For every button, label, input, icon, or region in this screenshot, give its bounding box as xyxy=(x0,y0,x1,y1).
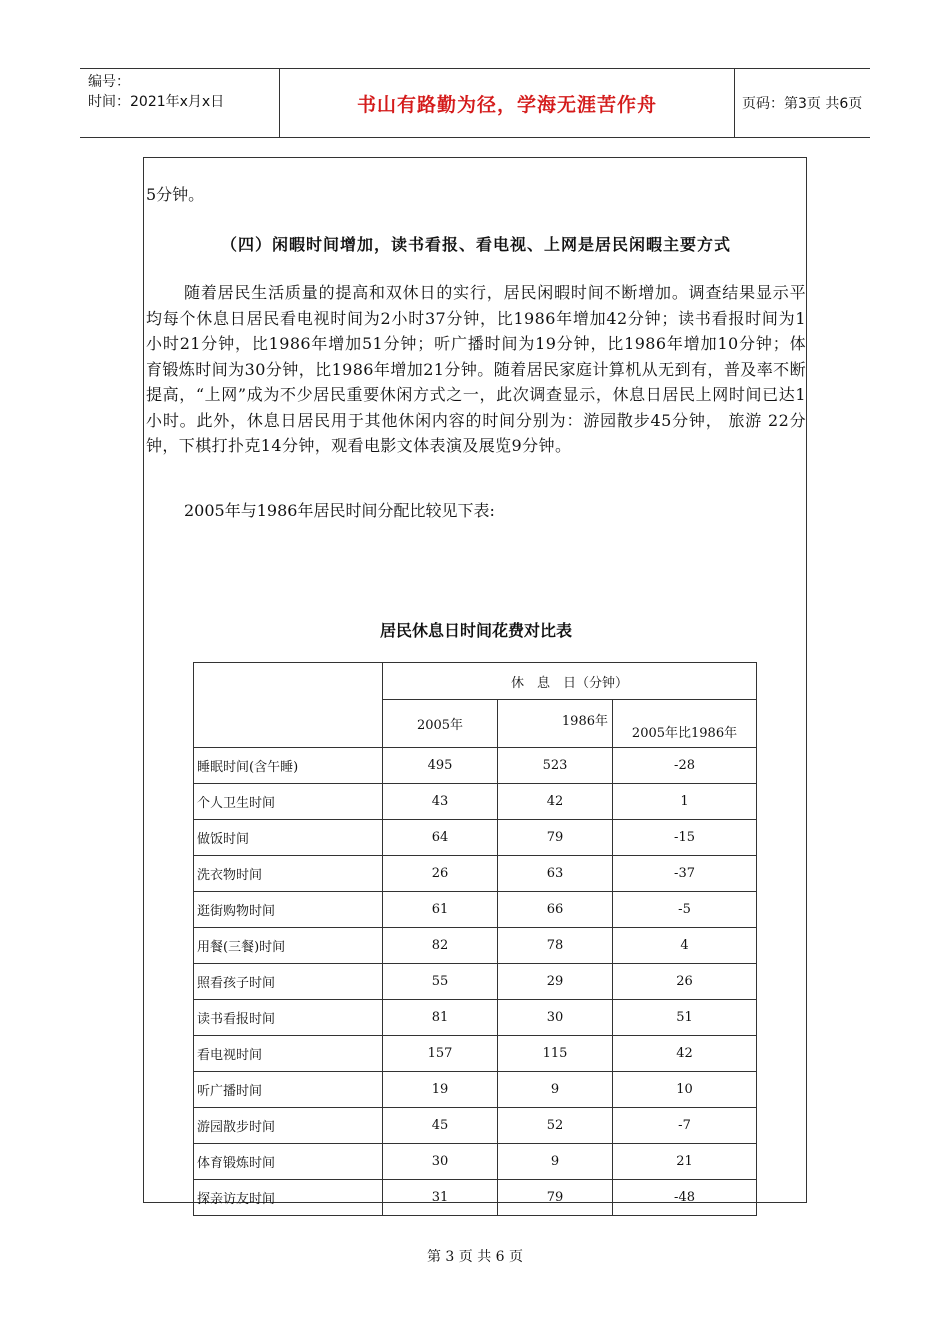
value-1986-cell: 523 xyxy=(498,748,613,784)
value-2005-cell: 81 xyxy=(383,1000,498,1036)
table-row xyxy=(194,964,757,1000)
value-2005-cell: 26 xyxy=(383,856,498,892)
difference-cell: 10 xyxy=(613,1072,757,1108)
difference-cell: 26 xyxy=(613,964,757,1000)
document-number-label: 编号： xyxy=(88,74,130,90)
difference-cell: 21 xyxy=(613,1144,757,1180)
continuation-text: 5分钟。 xyxy=(146,185,205,204)
table-row xyxy=(194,892,757,928)
table-title: 居民休息日时间花费对比表 xyxy=(379,621,572,640)
row-label-cell: 体育锻炼时间 xyxy=(194,1144,383,1180)
row-label-cell: 听广播时间 xyxy=(194,1072,383,1108)
value-1986-cell: 79 xyxy=(498,820,613,856)
header-motto: 书山有路勤为径，学海无涯苦作舟 xyxy=(280,69,735,137)
value-2005-cell: 30 xyxy=(383,1144,498,1180)
table-row xyxy=(194,928,757,964)
row-label-cell: 游园散步时间 xyxy=(194,1108,383,1144)
table-intro-text: 2005年与1986年居民时间分配比较见下表: xyxy=(184,501,495,520)
table-row xyxy=(194,1144,757,1180)
value-1986-cell: 66 xyxy=(498,892,613,928)
value-2005-cell: 45 xyxy=(383,1108,498,1144)
col-header-2005: 2005年 xyxy=(383,700,498,748)
value-2005-cell: 61 xyxy=(383,892,498,928)
row-label-cell: 照看孩子时间 xyxy=(194,964,383,1000)
row-label-cell: 读书看报时间 xyxy=(194,1000,383,1036)
value-2005-cell: 19 xyxy=(383,1072,498,1108)
table-row xyxy=(194,1000,757,1036)
table-row xyxy=(194,856,757,892)
table-row xyxy=(194,784,757,820)
row-label-cell: 逛街购物时间 xyxy=(194,892,383,928)
difference-cell: 4 xyxy=(613,928,757,964)
table-row xyxy=(194,820,757,856)
table-row xyxy=(194,1108,757,1144)
difference-cell: -48 xyxy=(613,1180,757,1216)
value-2005-cell: 43 xyxy=(383,784,498,820)
section-heading: （四）闲暇时间增加，读书看报、看电视、上网是居民闲暇主要方式 xyxy=(220,235,731,254)
page-header xyxy=(80,68,870,138)
value-1986-cell: 63 xyxy=(498,856,613,892)
value-1986-cell: 30 xyxy=(498,1000,613,1036)
table-row xyxy=(194,748,757,784)
difference-cell: -37 xyxy=(613,856,757,892)
group-header-cell: 休 息 日（分钟） xyxy=(383,663,757,700)
value-1986-cell: 115 xyxy=(498,1036,613,1072)
header-blank-cell xyxy=(194,663,383,748)
difference-cell: -15 xyxy=(613,820,757,856)
value-1986-cell: 78 xyxy=(498,928,613,964)
value-2005-cell: 55 xyxy=(383,964,498,1000)
value-2005-cell: 64 xyxy=(383,820,498,856)
value-1986-cell: 79 xyxy=(498,1180,613,1216)
value-1986-cell: 42 xyxy=(498,784,613,820)
value-2005-cell: 82 xyxy=(383,928,498,964)
row-label-cell: 个人卫生时间 xyxy=(194,784,383,820)
value-1986-cell: 29 xyxy=(498,964,613,1000)
difference-cell: 42 xyxy=(613,1036,757,1072)
page-footer: 第 3 页 共 6 页 xyxy=(426,1249,524,1265)
value-1986-cell: 52 xyxy=(498,1108,613,1144)
row-label-cell: 用餐(三餐)时间 xyxy=(194,928,383,964)
body-paragraph: 随着居民生活质量的提高和双休日的实行，居民闲暇时间不断增加。调查结果显示平均每个休息日居民看电视时间为2小时37分钟，比1986年增加42分钟；读书看报时间为1小时21分钟，比1986年增加51分钟；听广播时间为19分钟，比1986年增加10分钟；体育锻炼时间为30分钟，比1986年增加21分钟。随着居民家庭计算机从无到有，普及率不断提高，“上网”成为不少居民重要休闲方式之一，此次调查显示，休息日居民上网时间已达1小时。此外，休息日居民用于其他休闲内容的时间分别为：游园散步45分钟， 旅游 22分钟，下棋打扑克14分钟，观看电影文体表演及展览9分钟。 xyxy=(146,283,806,455)
value-2005-cell: 31 xyxy=(383,1180,498,1216)
value-2005-cell: 495 xyxy=(383,748,498,784)
comparison-table xyxy=(193,662,757,1216)
row-label-cell: 洗衣物时间 xyxy=(194,856,383,892)
difference-cell: -5 xyxy=(613,892,757,928)
header-page-info: 页码：第3页 共6页 xyxy=(742,96,863,112)
table-row xyxy=(194,1072,757,1108)
value-2005-cell: 157 xyxy=(383,1036,498,1072)
value-1986-cell: 9 xyxy=(498,1144,613,1180)
row-label-cell: 睡眠时间(含午睡) xyxy=(194,748,383,784)
document-date-label: 时间：2021年x月x日 xyxy=(88,94,225,110)
difference-cell: 1 xyxy=(613,784,757,820)
col-header-1986: 1986年 xyxy=(498,700,613,748)
col-header-diff: 2005年比1986年 xyxy=(613,700,757,748)
row-label-cell: 看电视时间 xyxy=(194,1036,383,1072)
header-meta xyxy=(80,69,280,137)
table-header-row xyxy=(194,663,757,700)
value-1986-cell: 9 xyxy=(498,1072,613,1108)
difference-cell: -28 xyxy=(613,748,757,784)
table-row xyxy=(194,1180,757,1216)
row-label-cell: 探亲访友时间 xyxy=(194,1180,383,1216)
difference-cell: 51 xyxy=(613,1000,757,1036)
difference-cell: -7 xyxy=(613,1108,757,1144)
table-row xyxy=(194,1036,757,1072)
row-label-cell: 做饭时间 xyxy=(194,820,383,856)
